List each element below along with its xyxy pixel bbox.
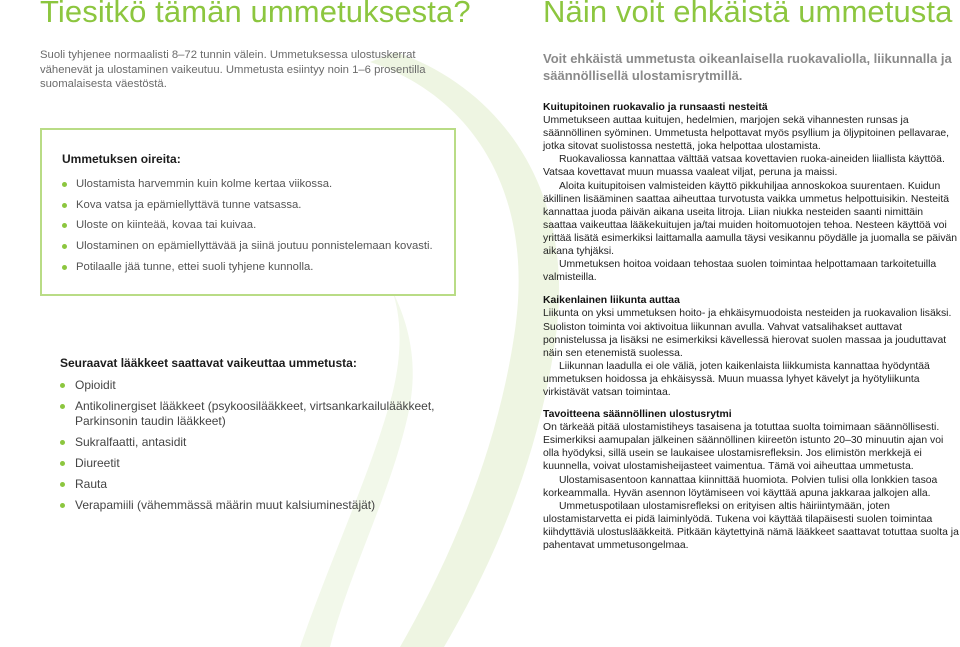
drug-item [60,435,450,450]
symptoms-heading: Ummetuksen oireita: [62,152,181,166]
symptoms-box [40,128,456,296]
bullet-icon [60,440,65,445]
intro-text: Suoli tyhjenee normaalisti 8–72 tunnin välein. Ummetuksessa ulostuskerrat vähenevät ja ulostaminen vaikeutuu. Ummetusta esiintyy noin 1–6 prosentilla suomalaisesta väestöstä. [40,49,426,90]
right-column [543,101,960,552]
bullet-icon [60,461,65,466]
section-exercise [543,294,960,399]
symptom-item [62,257,452,278]
paragraph: Liikunta on yksi ummetuksen hoito- ja ehkäisymuodoista nesteiden ja ruokavalion lisäksi. Suoliston toiminta voi aktivoitua liikunnan avulla. Vahvat vatsalihakset auttavat ponnistelussa ja lisäksi ne esimerkiksi kävellessä hierovat suolen massaa ja jouduttavat näin sen etenemistä suolessa. [543,308,952,359]
drug-text: Sukralfaatti, antasidit [75,435,187,449]
paragraph: Ummetukseen auttaa kuitujen, hedelmien, marjojen sekä vihannesten runsas ja säännöllinen syöminen. Ummetusta helpottavat myös psyllium ja öljypitoinen pellavarae, jotka sitovat suolistossa nestettä, joka helpottaa ulostamista. [543,115,950,153]
drug-item [60,477,450,492]
drugs-heading: Seuraavat lääkkeet saattavat vaikeuttaa ummetusta: [60,356,357,370]
paragraph: Ulostamisasentoon kannattaa kiinnittää huomiota. Polvien tulisi olla lonkkien tasoa korkeammalla. Hyvän asennon löytämiseen voi käyttää apuna jakkaraa jalkojen alla. [543,474,938,499]
paragraph: Aloita kuitupitoisen valmisteiden käyttö pikkuhiljaa annoskokoa suurentaen. Kuidun äkillinen lisääminen saattaa aiheuttaa turvotusta vaikka ummetus helpottuisikin. Nesteitä kannattaa juoda päivän aikana useita litroja. Liian niukka nesteiden saanti nimittäin saattaa vaikeuttaa lääkekuitujen ja/tai muiden hoitomuotojen tehoa. Nesteen käyttöä voi yrittää lisätä esimerkiksi laittamalla aamulla täysi vesikannu pöydälle ja juomalla se päivän aikana tyhjäksi. [543,180,958,258]
section-rhythm [543,408,960,552]
drugs-section [60,356,450,519]
drug-text: Opioidit [75,378,116,392]
drug-item [60,378,450,393]
paragraph: Ummetuksen hoitoa voidaan tehostaa suolen toimintaa helpottamaan tarkoitetuilla valmisteilla. [543,259,937,284]
left-page-title: Tiesitkö tämän ummetuksesta? [40,0,471,29]
paragraph: On tärkeää pitää ulostamistiheys tasaisena ja totuttaa suolta toimimaan säännöllisesti. Esimerkiksi aamupalan jälkeinen säännöllinen kiireetön istunto 20–30 minuutin ajan voi olla hyödyksi, sillä usein se laukaisee ulostamisrefleksin. Jos elimistön merkkejä ei kuunnella, voivat ulostamisheijasteet vaimentua. Tämä voi aiheuttaa ummetusta. [543,422,944,473]
section-heading: Kuitupitoinen ruokavalio ja runsaasti nesteitä [543,102,768,113]
symptom-item [62,195,452,216]
section-heading: Kaikenlainen liikunta auttaa [543,295,680,307]
symptom-text: Uloste on kiinteää, kovaa tai kuivaa. [76,219,257,232]
symptom-item [62,174,452,195]
bullet-icon [62,203,67,208]
symptom-text: Ulostaminen on epämiellyttävää ja siinä joutuu ponnistelemaan kovasti. [76,240,433,253]
bullet-icon [62,223,67,228]
right-subtitle: Voit ehkäistä ummetusta oikeanlaisella ruokavaliolla, liikunnalla ja säännöllisellä ulostamisrytmillä. [543,51,952,83]
drug-item [60,498,450,513]
bullet-icon [60,383,65,388]
drug-text: Diureetit [75,456,120,470]
drugs-list [60,378,450,513]
symptoms-list [62,174,452,278]
drug-text: Verapamiili (vähemmässä määrin muut kalsiuminestäjät) [75,498,376,512]
paragraph: Ruokavaliossa kannattaa välttää vatsaa kovettavien ruoka-aineiden liiallista käyttöä. Vatsaa kovettavat muun muassa vaaleat viljat, peruna ja maissi. [543,154,945,179]
section-diet [543,101,960,284]
bullet-icon [60,503,65,508]
symptom-item [62,236,452,257]
drug-text: Antikolinergiset lääkkeet (psykoosilääkkeet, virtsankarkailulääkkeet, Parkinsonin taudin lääkkeet) [75,399,435,428]
symptom-text: Ulostamista harvemmin kuin kolme kertaa viikossa. [76,178,333,190]
drug-item [60,399,450,429]
bullet-icon [62,182,67,187]
bullet-icon [60,404,65,409]
section-heading: Tavoitteena säännöllinen ulostusrytmi [543,409,732,421]
drug-item [60,456,450,471]
paragraph: Ummetuspotilaan ulostamisrefleksi on erityisen altis häiriintymään, joten ulostamistarvetta ei pidä laiminlyödä. Tukena voi käyttää tilapäisesti suolen toimintaa kiihdyttäviä ulostuslääkkeitä. Pitkään käytettyinä nämä lääkkeet saattavat totuttaa suolta ja pahentavat ummetusongelmaa. [543,500,959,551]
symptom-text: Potilaalle jää tunne, ettei suoli tyhjene kunnolla. [76,260,314,273]
paragraph: Liikunnan laadulla ei ole väliä, joten kaikenlaista liikkumista kannattaa hyödyntää ummetuksen hoidossa ja ehkäisyssä. Muun muassa lyhyet kävelyt ja hyötyliikunta virkistävät vatsan toimintaa. [543,360,930,398]
bullet-icon [60,482,65,487]
bullet-icon [62,265,67,270]
drug-text: Rauta [75,477,108,491]
symptom-item [62,215,452,236]
bullet-icon [62,244,67,249]
right-page-title: Näin voit ehkäistä ummetusta [543,0,953,29]
symptom-text: Kova vatsa ja epämiellyttävä tunne vatsassa. [76,198,302,211]
